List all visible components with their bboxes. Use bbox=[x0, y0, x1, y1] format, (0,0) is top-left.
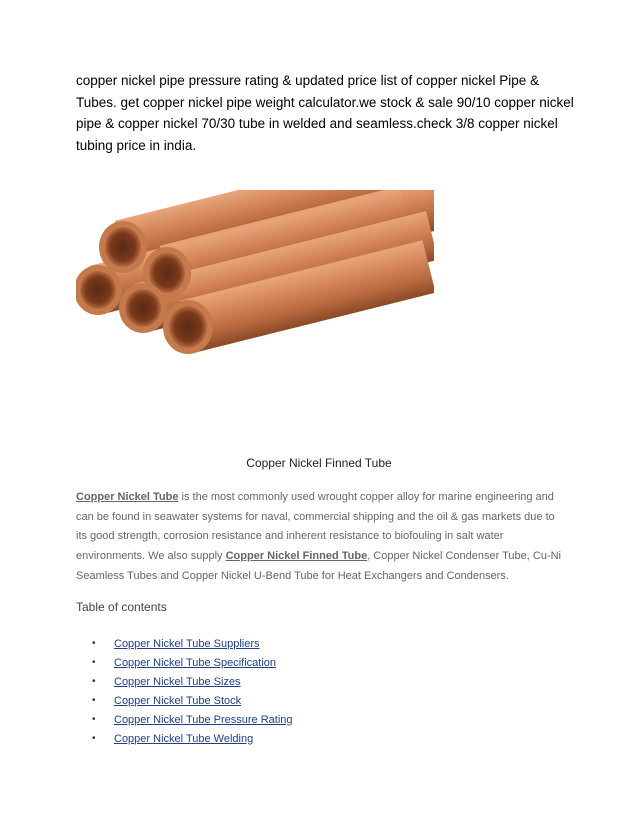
toc-item bbox=[92, 653, 293, 672]
toc-item bbox=[92, 634, 293, 653]
toc-item bbox=[92, 672, 293, 691]
body-text-part-2: , Copper Nickel Condenser Tube, Cu-Ni Seamless Tubes and Copper Nickel U-Bend Tube for Heat Exchangers and Condensers. bbox=[76, 550, 561, 582]
body-text-part-1: is the most commonly used wrought copper alloy for marine engineering and can be found in seawater systems for naval, commercial shipping and the oil & gas markets due to its good strength, corrosion resistance and inherent resistance to biofouling in salt water environments. We also supply bbox=[76, 491, 555, 563]
toc-link-suppliers[interactable]: Copper Nickel Tube Suppliers bbox=[114, 637, 260, 650]
bullet-icon: • bbox=[92, 657, 96, 668]
copper-nickel-finned-tube-link[interactable]: Copper Nickel Finned Tube bbox=[225, 550, 368, 563]
toc-link-welding[interactable]: Copper Nickel Tube Welding bbox=[114, 732, 254, 745]
copper-nickel-tube-link[interactable]: Copper Nickel Tube bbox=[76, 491, 179, 503]
bullet-icon: • bbox=[92, 638, 96, 649]
bullet-icon: • bbox=[92, 676, 96, 687]
toc-link-pressure-rating[interactable]: Copper Nickel Tube Pressure Rating bbox=[114, 713, 293, 726]
intro-paragraph: copper nickel pipe pressure rating & updated price list of copper nickel Pipe & Tubes. get copper nickel pipe weight calculator.we stock & sale 90/10 copper nickel pipe & copper nickel 70/30 tube in welded and seamless.check 3/8 copper nickel tubing price in india. bbox=[76, 73, 574, 153]
bullet-icon: • bbox=[92, 695, 96, 706]
toc-link-specification[interactable]: Copper Nickel Tube Specification bbox=[114, 656, 277, 669]
copper-pipe-image bbox=[76, 190, 434, 435]
copper-pipe-bundle-icon bbox=[76, 190, 434, 435]
toc-item bbox=[92, 691, 293, 710]
toc-item bbox=[92, 710, 293, 729]
figure-caption: Copper Nickel Finned Tube bbox=[246, 456, 392, 470]
pipe-bundle bbox=[76, 190, 434, 354]
toc-heading: Table of contents bbox=[76, 600, 167, 614]
toc-item bbox=[92, 729, 293, 748]
toc-link-stock[interactable]: Copper Nickel Tube Stock bbox=[114, 694, 242, 707]
bullet-icon: • bbox=[92, 714, 96, 725]
bullet-icon: • bbox=[92, 733, 96, 744]
toc-link-sizes[interactable]: Copper Nickel Tube Sizes bbox=[114, 675, 241, 688]
body-paragraph bbox=[76, 488, 566, 587]
toc-list bbox=[92, 634, 293, 748]
